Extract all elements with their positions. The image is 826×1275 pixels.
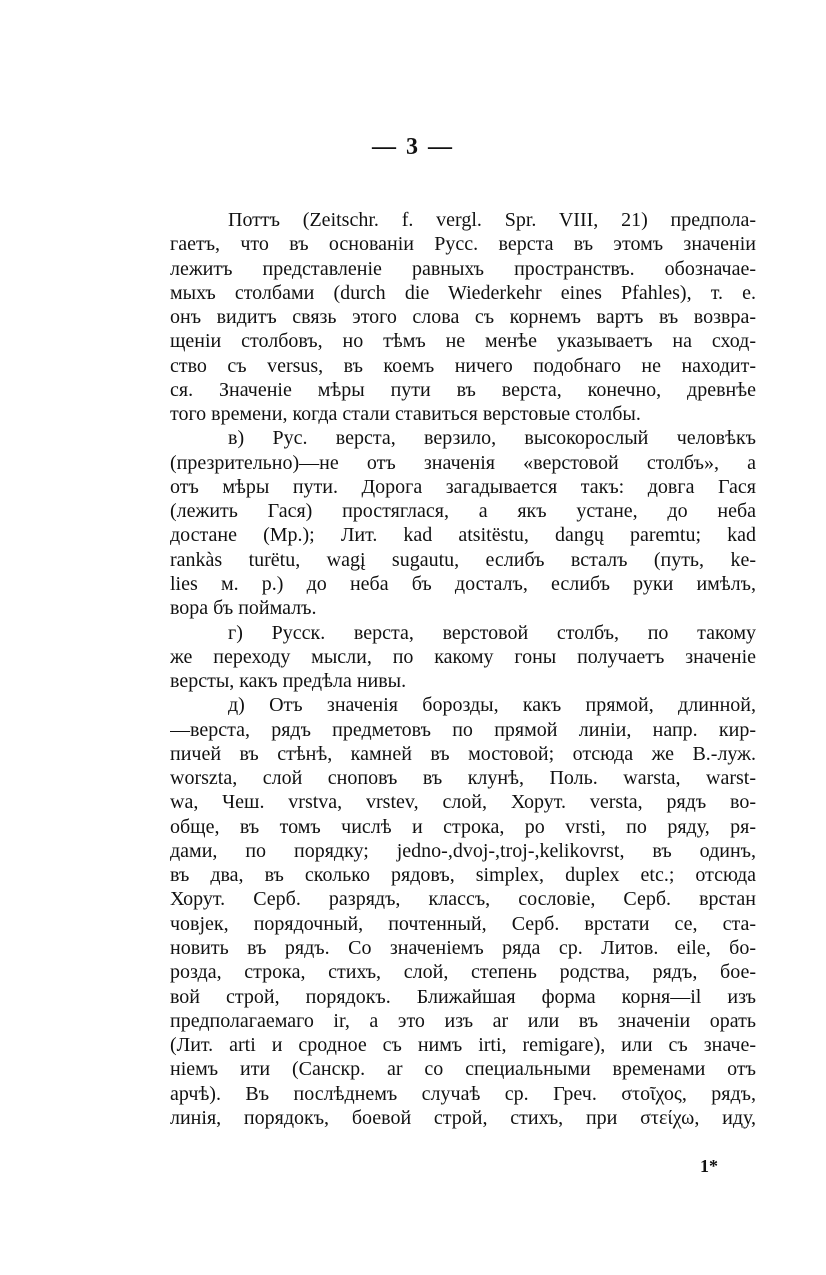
text-line: щеніи столбовъ, но тѣмъ не менѣе указываетъ на сход- xyxy=(170,330,756,353)
text-line: wa, Чеш. vrstva, vrstev, слой, Хорут. versta, рядъ во- xyxy=(170,791,756,814)
text-line: новить въ рядъ. Со значеніемъ ряда ср. Литов. eile, бо- xyxy=(170,936,756,959)
text-line: rankàs turëtu, wagį sugautu, еслибъ всталъ (путь, ke- xyxy=(170,548,756,571)
text-line: ство съ versus, въ коемъ ничего подобнаго не находит- xyxy=(170,354,756,377)
text-line: же переходу мысли, по какому гоны получаетъ значеніе xyxy=(170,645,756,668)
text-line: пичей въ стѣнѣ, камней въ мостовой; отсюда же В.-луж. xyxy=(170,742,756,765)
text-line: д) Отъ значенія борозды, какъ прямой, длинной, xyxy=(228,694,756,717)
text-line: човјек, порядочный, почтенный, Серб. врстати се, ста- xyxy=(170,912,756,935)
text-line: линія, порядокъ, боевой строй, стихъ, при στείχω, иду, xyxy=(170,1106,756,1129)
page-number-header: — 3 — xyxy=(372,134,454,160)
text-line: (лежить Гася) простяглася, а якъ устане, до неба xyxy=(170,500,756,523)
text-line: в) Рус. верста, верзило, высокорослый человѣкъ xyxy=(228,427,756,450)
text-line: (Лит. arti и сродное съ нимъ irti, remigare), или съ значе- xyxy=(170,1034,756,1057)
text-line: ся. Значеніе мѣры пути въ верста, конечно, древнѣе xyxy=(170,378,756,401)
text-line: (презрительно)—не отъ значенія «верстовой столбъ», а xyxy=(170,451,756,474)
text-line: вой строй, порядокъ. Ближайшая форма корня—il изъ xyxy=(170,985,756,1008)
body-text xyxy=(170,208,756,1130)
text-line: г) Русск. верста, верстовой столбъ, по такому xyxy=(228,621,756,644)
text-line: предполагаемаго ir, а это изъ ar или въ значеніи орать xyxy=(170,1009,756,1032)
text-line: отъ мѣры пути. Дорога загадывается такъ: довга Гася xyxy=(170,475,756,498)
text-line: того времени, когда стали ставиться верстовые столбы. xyxy=(170,403,641,426)
text-line: —верста, рядъ предметовъ по прямой линіи, напр. кир- xyxy=(170,718,756,741)
signature-mark: 1* xyxy=(700,1156,718,1176)
text-line: мыхъ столбами (durch die Wiederkehr eines Pfahles), т. е. xyxy=(170,281,756,304)
text-line: lies м. р.) до неба бъ досталъ, еслибъ руки имѣлъ, xyxy=(170,572,756,595)
text-line: обще, въ томъ числѣ и строка, po vrsti, по ряду, ря- xyxy=(170,815,756,838)
text-line: арчѣ). Въ послѣднемъ случаѣ ср. Греч. στοῖχος, рядъ, xyxy=(170,1082,756,1105)
text-line: лежитъ представленіе равныхъ пространствъ. обозначае- xyxy=(170,257,756,280)
text-line: дами, по порядку; jedno-,dvoj-,troj-,kelikovrst, въ одинъ, xyxy=(170,839,756,862)
text-line: розда, строка, стихъ, слой, степень родства, рядъ, бое- xyxy=(170,961,756,984)
text-line: ніемъ ити (Санскр. ar со специальными временами отъ xyxy=(170,1058,756,1081)
text-line: Поттъ (Zeitschr. f. vergl. Spr. VIII, 21) предпола- xyxy=(228,209,756,231)
text-line: онъ видитъ связь этого слова съ корнемъ вартъ въ возвра- xyxy=(170,306,756,329)
text-line: версты, какъ предѣла нивы. xyxy=(170,670,407,693)
text-line: worszta, слой сноповъ въ клунѣ, Поль. warsta, warst- xyxy=(170,767,756,790)
text-line: достане (Мр.); Лит. kad atsitëstu, dangų paremtu; kad xyxy=(170,524,756,547)
text-line: вора бъ поймалъ. xyxy=(170,597,317,620)
text-line: Хорут. Серб. разрядъ, классъ, сословіе, Серб. врстан xyxy=(170,888,756,911)
text-line: въ два, въ сколько рядовъ, simplex, duplex etc.; отсюда xyxy=(170,864,756,887)
text-line: гаетъ, что въ основаніи Русс. верста въ этомъ значеніи xyxy=(170,233,756,256)
